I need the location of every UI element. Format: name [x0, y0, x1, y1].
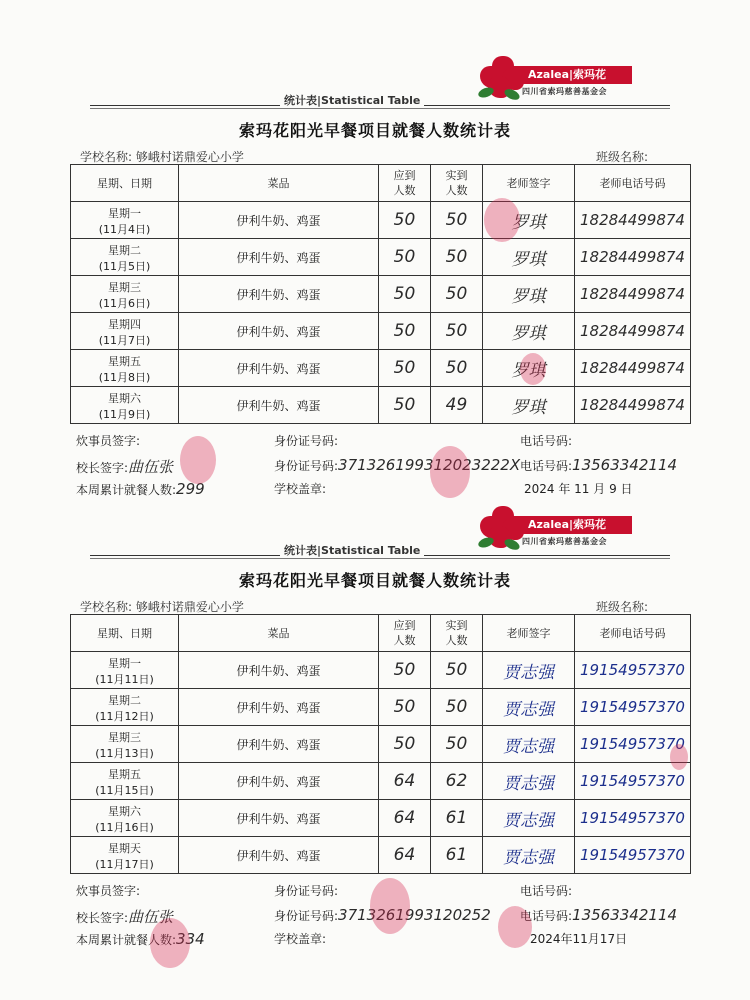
table-row — [71, 202, 691, 239]
principal-signature: 校长签字:曲伍张 — [76, 458, 174, 476]
table-row — [71, 837, 691, 874]
row-teacher-signature: 罗琪 — [483, 202, 575, 239]
fingerprint-stamp — [370, 878, 410, 934]
row-menu: 伊利牛奶、鸡蛋 — [179, 689, 379, 726]
row-date: 星期一 (11月11日) — [71, 652, 179, 689]
table-row — [71, 350, 691, 387]
row-teacher-signature: 罗琪 — [483, 276, 575, 313]
row-teacher-signature: 贾志强 — [483, 763, 575, 800]
header-actual: 实到 人数 — [431, 615, 483, 652]
row-menu: 伊利牛奶、鸡蛋 — [179, 313, 379, 350]
form-sheet-1 — [0, 48, 750, 518]
fingerprint-stamp — [180, 436, 216, 484]
row-date: 星期一 (11月4日) — [71, 202, 179, 239]
header-should: 应到 人数 — [379, 615, 431, 652]
attendance-table — [70, 614, 691, 874]
table-row — [71, 652, 691, 689]
row-actual: 50 — [431, 313, 483, 350]
row-teacher-signature: 贾志强 — [483, 726, 575, 763]
row-actual: 50 — [431, 239, 483, 276]
row-date: 星期四 (11月7日) — [71, 313, 179, 350]
row-teacher-phone: 19154957370 — [575, 726, 691, 763]
cook-signature-label: 炊事员签字: — [76, 434, 141, 448]
weekly-total: 本周累计就餐人数:334 — [76, 930, 205, 948]
principal-signature: 校长签字:曲伍张 — [76, 908, 174, 926]
row-teacher-signature: 罗琪 — [483, 239, 575, 276]
row-should: 50 — [379, 313, 431, 350]
row-menu: 伊利牛奶、鸡蛋 — [179, 350, 379, 387]
row-date: 星期五 (11月8日) — [71, 350, 179, 387]
form-title: 索玛花阳光早餐项目就餐人数统计表 — [238, 571, 511, 590]
row-should: 50 — [379, 276, 431, 313]
row-actual: 62 — [431, 763, 483, 800]
table-row — [71, 763, 691, 800]
row-date: 星期五 (11月15日) — [71, 763, 179, 800]
table-row — [71, 276, 691, 313]
fingerprint-stamp — [430, 446, 470, 498]
header-teacher: 老师签字 — [483, 165, 575, 202]
banner — [90, 542, 670, 560]
row-menu: 伊利牛奶、鸡蛋 — [179, 387, 379, 424]
logo-org: 四川省索玛慈善基金会 — [522, 87, 607, 96]
row-teacher-phone: 19154957370 — [575, 837, 691, 874]
row-teacher-signature: 罗琪 — [483, 350, 575, 387]
row-teacher-signature: 罗琪 — [483, 313, 575, 350]
phone-label-1: 电话号码: — [520, 434, 573, 448]
school-name: 学校名称: 够峨村诺鼎爱心小学 — [80, 600, 244, 614]
row-menu: 伊利牛奶、鸡蛋 — [179, 800, 379, 837]
row-teacher-signature: 贾志强 — [483, 837, 575, 874]
header-menu: 菜品 — [179, 165, 379, 202]
id-label-1: 身份证号码: — [274, 434, 339, 448]
row-teacher-phone: 18284499874 — [575, 239, 691, 276]
banner-label: 统计表|Statistical Table — [280, 92, 424, 108]
id-label-1: 身份证号码: — [274, 884, 339, 898]
principal-id: 身份证号码:371326199312023222X — [274, 456, 521, 474]
row-should: 50 — [379, 202, 431, 239]
table-row — [71, 689, 691, 726]
table-row — [71, 800, 691, 837]
row-should: 64 — [379, 800, 431, 837]
row-should: 50 — [379, 689, 431, 726]
row-teacher-phone: 18284499874 — [575, 387, 691, 424]
header-menu: 菜品 — [179, 615, 379, 652]
principal-id: 身份证号码:3713261993120252 — [274, 906, 491, 924]
row-teacher-phone: 18284499874 — [575, 276, 691, 313]
row-should: 50 — [379, 726, 431, 763]
row-should: 50 — [379, 350, 431, 387]
logo-brand: Azalea|索玛花 — [510, 66, 632, 84]
fingerprint-stamp — [484, 198, 520, 242]
row-menu: 伊利牛奶、鸡蛋 — [179, 276, 379, 313]
row-teacher-phone: 19154957370 — [575, 689, 691, 726]
row-teacher-phone: 19154957370 — [575, 652, 691, 689]
row-teacher-signature: 贾志强 — [483, 689, 575, 726]
header-date: 星期、日期 — [71, 165, 179, 202]
school-name: 学校名称: 够峨村诺鼎爱心小学 — [80, 150, 244, 164]
row-teacher-phone: 19154957370 — [575, 800, 691, 837]
sign-date: 2024年11月17日 — [530, 932, 628, 946]
class-name-label: 班级名称: — [596, 600, 649, 614]
row-date: 星期天 (11月17日) — [71, 837, 179, 874]
form-title: 索玛花阳光早餐项目就餐人数统计表 — [238, 121, 511, 140]
row-date: 星期二 (11月5日) — [71, 239, 179, 276]
row-teacher-phone: 18284499874 — [575, 313, 691, 350]
table-header-row — [71, 165, 691, 202]
fingerprint-stamp — [498, 906, 532, 948]
row-actual: 50 — [431, 726, 483, 763]
row-menu: 伊利牛奶、鸡蛋 — [179, 239, 379, 276]
table-header-row — [71, 615, 691, 652]
row-should: 50 — [379, 387, 431, 424]
fingerprint-stamp — [520, 353, 546, 385]
sign-date: 2024 年 11 月 9 日 — [524, 482, 633, 496]
header-teacher: 老师签字 — [483, 615, 575, 652]
table-row — [71, 726, 691, 763]
row-actual: 49 — [431, 387, 483, 424]
logo-brand: Azalea|索玛花 — [510, 516, 632, 534]
table-row — [71, 239, 691, 276]
row-teacher-signature: 罗琪 — [483, 387, 575, 424]
fingerprint-stamp — [150, 918, 190, 968]
row-should: 64 — [379, 837, 431, 874]
row-menu: 伊利牛奶、鸡蛋 — [179, 652, 379, 689]
principal-phone: 电话号码:13563342114 — [520, 456, 678, 474]
row-actual: 50 — [431, 350, 483, 387]
weekly-total: 本周累计就餐人数:299 — [76, 480, 205, 498]
row-should: 50 — [379, 652, 431, 689]
logo-org: 四川省索玛慈善基金会 — [522, 537, 607, 546]
row-actual: 50 — [431, 689, 483, 726]
class-name-label: 班级名称: — [596, 150, 649, 164]
form-sheet-2 — [0, 498, 750, 968]
row-actual: 50 — [431, 202, 483, 239]
row-teacher-phone: 19154957370 — [575, 763, 691, 800]
row-menu: 伊利牛奶、鸡蛋 — [179, 763, 379, 800]
fingerprint-stamp — [670, 744, 688, 770]
row-date: 星期六 (11月16日) — [71, 800, 179, 837]
attendance-table — [70, 164, 691, 424]
row-actual: 61 — [431, 837, 483, 874]
row-should: 64 — [379, 763, 431, 800]
row-teacher-signature: 贾志强 — [483, 800, 575, 837]
header-actual: 实到 人数 — [431, 165, 483, 202]
row-actual: 50 — [431, 276, 483, 313]
table-row — [71, 313, 691, 350]
row-menu: 伊利牛奶、鸡蛋 — [179, 837, 379, 874]
header-date: 星期、日期 — [71, 615, 179, 652]
principal-phone: 电话号码:13563342114 — [520, 906, 678, 924]
header-teacher-phone: 老师电话号码 — [575, 615, 691, 652]
row-teacher-phone: 18284499874 — [575, 350, 691, 387]
row-actual: 50 — [431, 652, 483, 689]
row-date: 星期二 (11月12日) — [71, 689, 179, 726]
header-should: 应到 人数 — [379, 165, 431, 202]
row-should: 50 — [379, 239, 431, 276]
phone-label-1: 电话号码: — [520, 884, 573, 898]
banner-label: 统计表|Statistical Table — [280, 542, 424, 558]
row-date: 星期六 (11月9日) — [71, 387, 179, 424]
table-row — [71, 387, 691, 424]
row-actual: 61 — [431, 800, 483, 837]
row-date: 星期三 (11月13日) — [71, 726, 179, 763]
row-menu: 伊利牛奶、鸡蛋 — [179, 726, 379, 763]
row-teacher-phone: 18284499874 — [575, 202, 691, 239]
row-menu: 伊利牛奶、鸡蛋 — [179, 202, 379, 239]
header-teacher-phone: 老师电话号码 — [575, 165, 691, 202]
row-teacher-signature: 贾志强 — [483, 652, 575, 689]
cook-signature-label: 炊事员签字: — [76, 884, 141, 898]
banner — [90, 92, 670, 110]
row-date: 星期三 (11月6日) — [71, 276, 179, 313]
school-seal-label: 学校盖章: — [274, 932, 327, 946]
school-seal-label: 学校盖章: — [274, 482, 327, 496]
